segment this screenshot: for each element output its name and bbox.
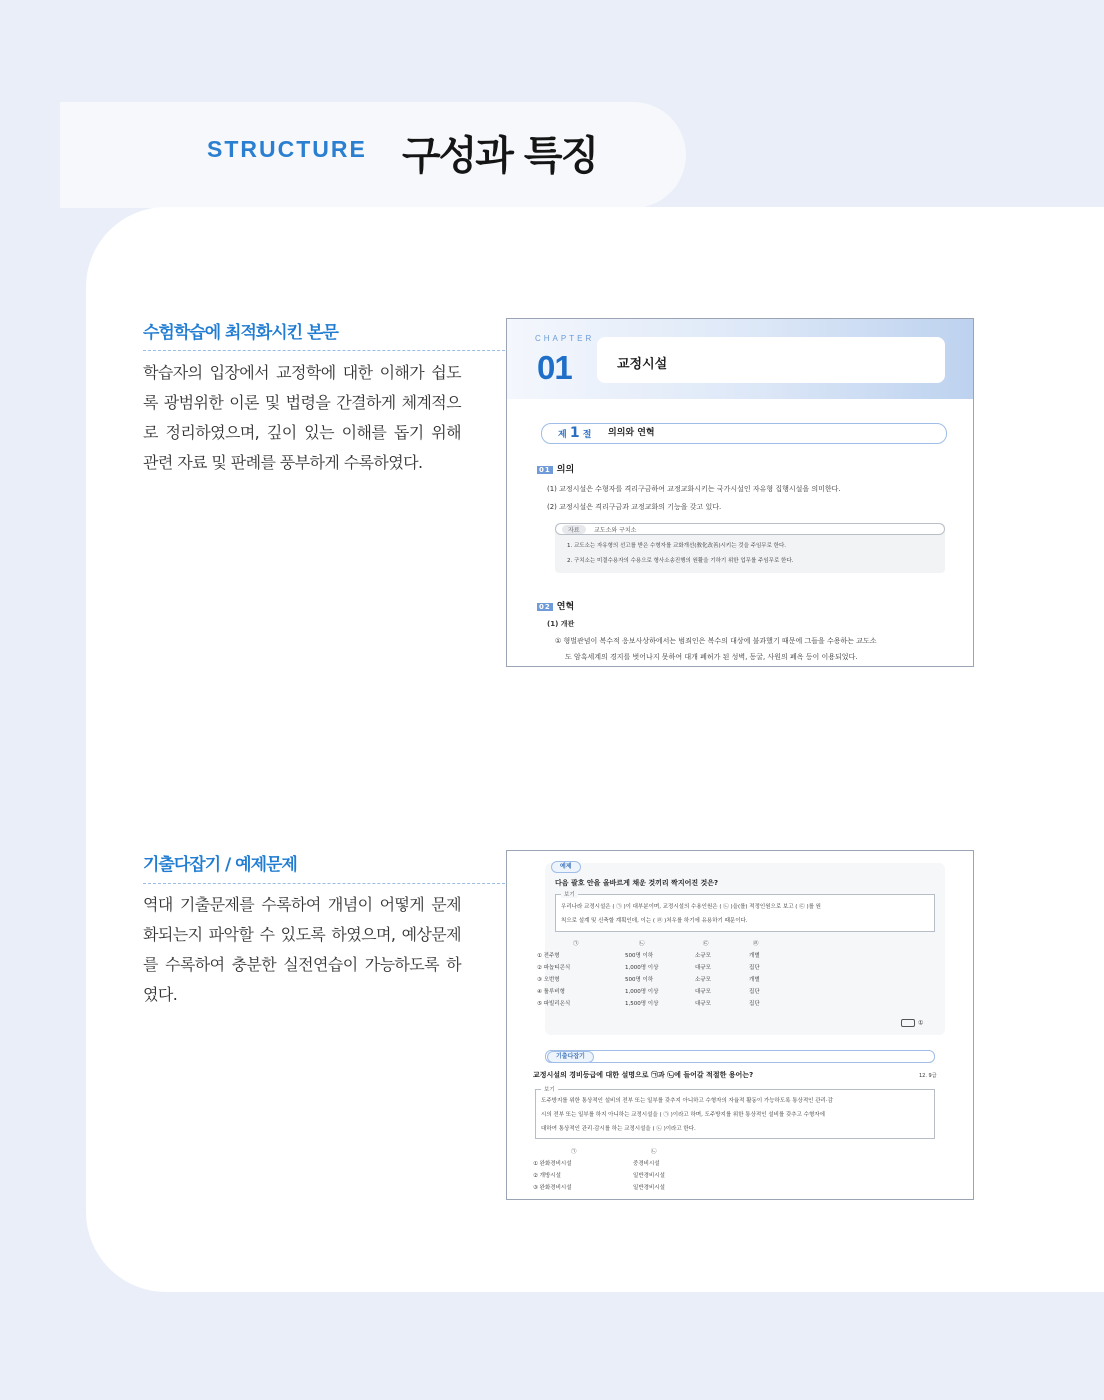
past-year: 12. 9급 xyxy=(919,1073,937,1079)
section-1-title: 수험학습에 최적화시킨 본문 xyxy=(143,323,338,343)
answer-mark: ① xyxy=(901,1019,923,1027)
body-line: 도 암흑세계의 경지를 벗어나지 못하여 대개 폐허가 된 성벽, 동굴, 사원의 폐옥 등이 이용되었다. xyxy=(565,653,858,661)
option-cell: 대규모 xyxy=(695,965,711,971)
option-cell: 대규모 xyxy=(695,1001,711,1007)
option-col-d xyxy=(749,951,760,1011)
col-header: ㉣ xyxy=(753,941,759,947)
option-cell: 대규모 xyxy=(695,989,711,995)
col-header: ㉠ xyxy=(573,941,579,947)
option-cell: 500명 이하 xyxy=(625,953,654,959)
chapter-label: CHAPTER xyxy=(535,334,595,343)
example-question: 다음 괄호 안을 올바르게 채운 것끼리 짝지어진 것은? xyxy=(555,879,719,887)
section-2-divider xyxy=(143,883,525,884)
bogi-line: 대하여 통상적인 관리·감시를 하는 교정시설을 ( ㉡ )이라고 한다. xyxy=(541,1126,696,1132)
title-english: STRUCTURE xyxy=(207,136,367,162)
option: ④ 툴루비형 xyxy=(537,989,565,995)
memo-line: 2. 구치소는 미결수용자의 수용으로 형사소송진행의 원활을 기하기 위한 업무를 주임무로 한다. xyxy=(567,558,794,564)
section-2-title: 기출다잡기 / 예제문제 xyxy=(143,855,297,875)
option: ② 개방시설 xyxy=(533,1173,561,1179)
option-cell: 집단 xyxy=(749,965,760,971)
preview-page-questions xyxy=(506,850,974,1200)
bogi-line: 칙으로 설계 및 신축할 계획인데, 이는 ( ㉣ )처우를 하기에 유용하기 때문이다. xyxy=(561,918,748,924)
col-header: ㉡ xyxy=(651,1149,657,1155)
example-tag: 예제 xyxy=(551,861,581,873)
memo-title: 교도소와 구치소 xyxy=(594,527,637,534)
option-cell: 일반경비시설 xyxy=(633,1185,665,1191)
past-option-col-b xyxy=(633,1159,665,1195)
heading-02: 02 연혁 xyxy=(539,602,575,612)
past-exam-tag: 기출다잡기 xyxy=(547,1051,594,1063)
option-cell: 소규모 xyxy=(695,977,711,983)
example-bogi-box xyxy=(555,894,935,932)
option-cell: 1,000명 이상 xyxy=(625,989,659,995)
option-cell: 개별 xyxy=(749,977,760,983)
section-1-description: 학습자의 입장에서 교정학에 대한 이해가 쉽도록 광범위한 이론 및 법령을 간결하게 체계적으로 정리하였으며, 깊이 있는 이해를 돕기 위해 관련 자료 및 판례를 풍부하게 수록하였다. xyxy=(143,363,461,472)
option-cell: 집단 xyxy=(749,1001,760,1007)
past-exam-pill xyxy=(545,1050,935,1063)
memo-line: 1. 교도소는 자유형의 선고를 받은 수형자를 교화개선(敎化改善)시키는 것을 주임무로 한다. xyxy=(567,543,787,549)
option-cell: 일반경비시설 xyxy=(633,1173,665,1179)
body-line: (2) 교정시설은 격리구금과 교정교화의 기능을 갖고 있다. xyxy=(547,503,722,511)
title-korean: 구성과 특징 xyxy=(402,133,598,179)
section-2-description: 역대 기출문제를 수록하여 개념이 어떻게 문제화되는지 파악할 수 있도록 하였으며, 예상문제를 수록하여 충분한 실전연습이 가능하도록 하였다. xyxy=(143,895,461,1004)
section-1-divider xyxy=(143,350,525,351)
option-col-a xyxy=(537,951,570,1011)
bogi-line: 도주방지를 위한 통상적인 설비의 전부 또는 일부를 갖추지 아니하고 수형자의 자율적 활동이 가능하도록 통상적인 관리·감 xyxy=(541,1098,833,1104)
section-heading-name: 의의와 연혁 xyxy=(608,428,655,438)
col-header: ㉡ xyxy=(639,941,645,947)
past-option-col-a xyxy=(533,1159,572,1195)
bogi-label: 보기 xyxy=(541,1085,558,1093)
option-cell: 중경비시설 xyxy=(633,1161,660,1167)
option-cell: 개별 xyxy=(749,953,760,959)
preview-page-body xyxy=(506,318,974,667)
option-cell: 1,500명 이상 xyxy=(625,1001,659,1007)
reference-memo-box xyxy=(555,523,945,573)
option: ③ 오번형 xyxy=(537,977,560,983)
bogi-line: 시의 전부 또는 일부를 하지 아니하는 교정시설을 ( ㉠ )이라고 하며, 도주방지를 위한 통상적인 설비를 갖추고 수형자에 xyxy=(541,1112,825,1118)
chapter-number: 01 xyxy=(537,349,572,386)
section-number-label: 제 1 절 xyxy=(558,425,592,441)
bogi-label: 보기 xyxy=(561,890,578,898)
option: ② 파놉티콘식 xyxy=(537,965,571,971)
option-cell: 집단 xyxy=(749,989,760,995)
option: ⑤ 파빌리온식 xyxy=(537,1001,571,1007)
answer-toggle-icon[interactable] xyxy=(901,1019,915,1027)
option-cell: 500명 이하 xyxy=(625,977,654,983)
option-col-b xyxy=(625,951,658,1011)
option: ③ 완화경비시설 xyxy=(533,1185,572,1191)
past-question: 교정시설의 경비등급에 대한 설명으로 ㉠과 ㉡에 들어갈 적절한 용어는? xyxy=(533,1071,754,1079)
option-cell: 소규모 xyxy=(695,953,711,959)
option-col-c xyxy=(695,951,711,1011)
body-line: ① 형벌관념이 복수적 응보사상하에서는 범죄인은 복수의 대상에 불과했기 때문에 그들을 수용하는 교도소 xyxy=(555,637,877,645)
heading-01: 01 의의 xyxy=(539,465,575,475)
option: ① 완화경비시설 xyxy=(533,1161,572,1167)
memo-tag: 자료 xyxy=(562,525,586,534)
option: ① 전주형 xyxy=(537,953,560,959)
subheading: (1) 개관 xyxy=(547,620,575,628)
example-card xyxy=(545,863,945,1035)
body-line: (1) 교정시설은 수형자를 격리구금하여 교정교화시키는 국가시설인 자유형 집행시설을 의미한다. xyxy=(547,485,841,493)
section-heading-pill xyxy=(541,423,947,444)
col-header: ㉢ xyxy=(703,941,709,947)
col-header: ㉠ xyxy=(571,1149,577,1155)
bogi-line: 우리나라 교정시설은 ( ㉠ )이 대부분이며, 교정시설의 수용인원은 ( ㉡ )을(를) 적정인원으로 보고 ( ㉢ )를 원 xyxy=(561,904,821,910)
option-cell: 1,000명 이상 xyxy=(625,965,659,971)
chapter-name: 교정시설 xyxy=(617,357,668,372)
